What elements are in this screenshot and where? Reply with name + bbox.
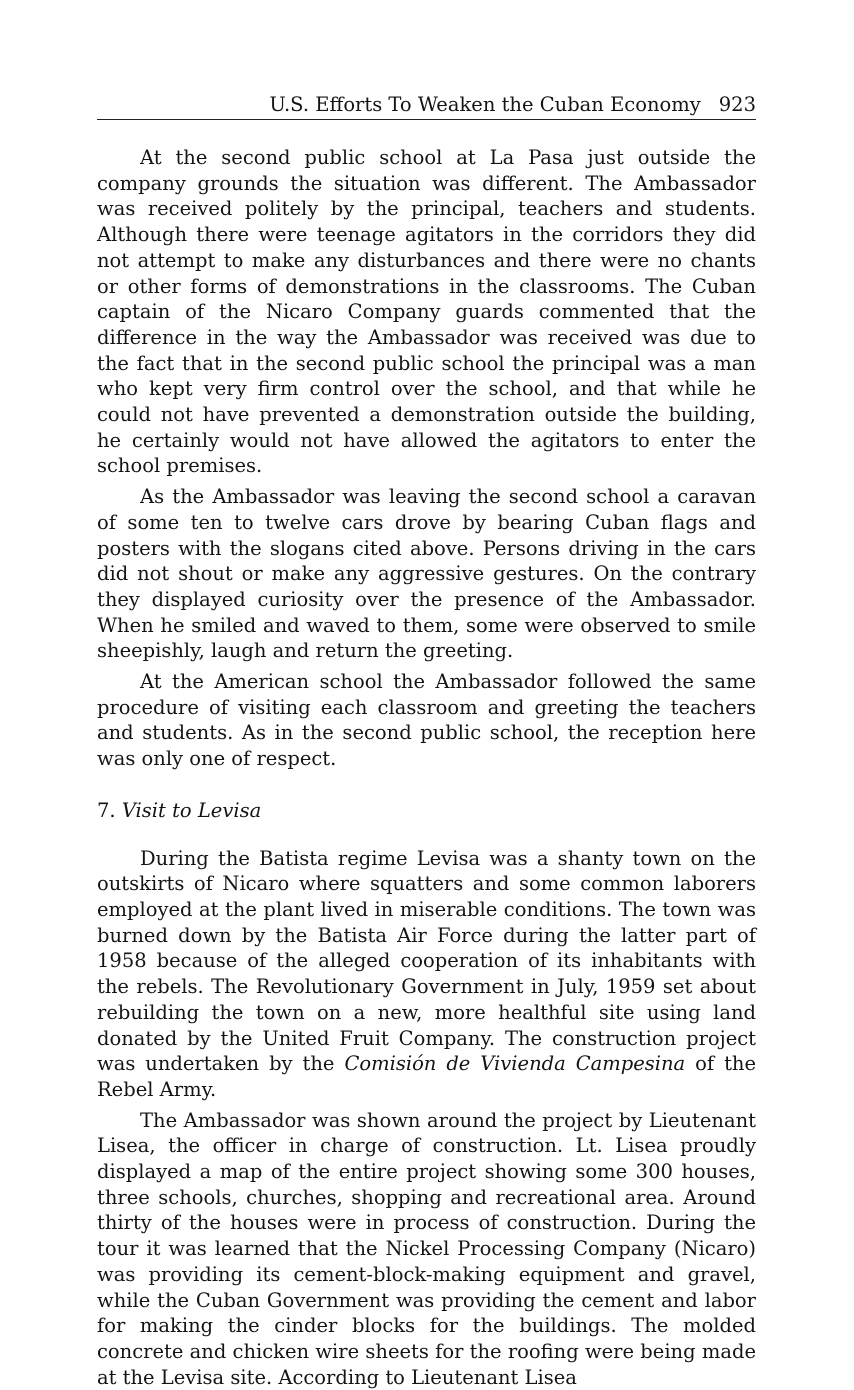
paragraph-la-pasa-school: At the second public school at La Pasa just outside the company grounds the situation was different. The Ambassador was received politely by the principal, teachers and students. Although there were teenage agitators in the corridors they did not attempt to make any disturbances and there were no chants or other forms of demonstrations in the classrooms. The Cuban captain of the Nicaro Company guards commented that the difference in the way the Ambassador was received was due to the fact that in the second public school the principal was a man who kept very firm control over the school, and that while he could not have prevented a demonstration outside the building, he certainly would not have allowed the agitators to enter the school premises. bbox=[97, 146, 756, 478]
running-header-title: U.S. Efforts To Weaken the Cuban Economy bbox=[269, 93, 701, 116]
levisa-history-ending: of the Rebel Army. bbox=[97, 1052, 757, 1101]
commission-name: Comisión de Vivienda Campesina bbox=[344, 1052, 686, 1076]
paragraph-caravan: As the Ambassador was leaving the second school a caravan of some ten to twelve cars drove by bearing Cuban flags and posters with the slogans cited above. Persons driving in the cars did not shout or make any aggressive gestures. On the contrary they displayed curiosity over the presence of the Ambassador. When he smiled and waved to them, some were observed to smile sheepishly, laugh and return the greeting. bbox=[97, 485, 756, 663]
book-page bbox=[97, 92, 756, 1390]
section-title: Visit to Levisa bbox=[121, 798, 262, 822]
paragraph-project-tour: The Ambassador was shown around the project by Lieutenant Lisea, the officer in charge of construction. Lt. Lisea proudly displayed a map of the entire project showing some 300 houses, three schools, churches, shopping and recreational area. Around thirty of the houses were in process of construction. During the tour it was learned that the Nickel Processing Company (Nicaro) was providing its cement-block-making equipment and gravel, while the Cuban Government was providing the cement and labor for making the cinder blocks for the buildings. The molded concrete and chicken wire sheets for the roofing were being made at the Levisa site. According to Lieutenant Lisea bbox=[97, 1108, 756, 1389]
levisa-history-text: During the Batista regime Levisa was a shanty town on the outskirts of Nicaro where squatters and some common laborers employed at the plant lived in miserable conditions. The town was burned down by the Batista Air Force during the latter part of 1958 because of the alleged cooperation of its inhabitants with the rebels. The Revolutionary Government in July, 1959 set about rebuilding the town on a new, more healthful site using land donated by the United Fruit Company. The construction project was undertaken by the bbox=[97, 846, 756, 1076]
paragraph-american-school: At the American school the Ambassador followed the same procedure of visiting each classroom and greeting the teachers and students. As in the second public school, the reception here was only one of respect. bbox=[97, 670, 756, 771]
section-heading bbox=[97, 798, 756, 824]
page-number: 923 bbox=[718, 93, 756, 116]
section-number: 7. bbox=[97, 798, 116, 822]
paragraph-levisa-history bbox=[97, 846, 756, 1103]
running-header bbox=[97, 92, 756, 120]
